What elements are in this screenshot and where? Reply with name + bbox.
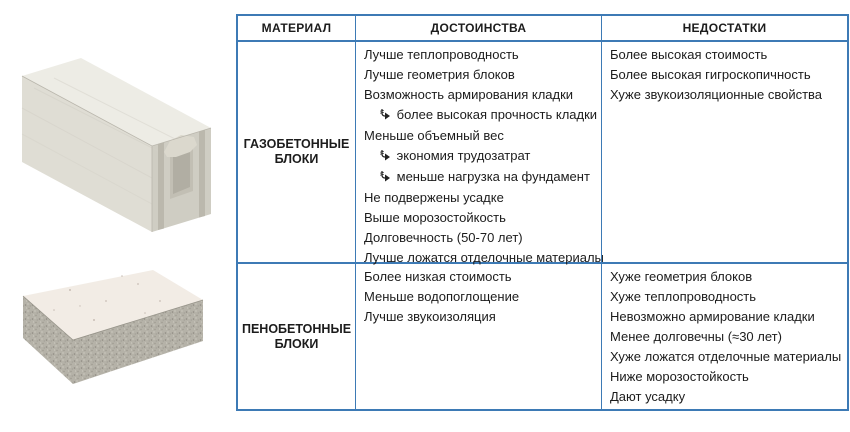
sub-arrow-icon	[379, 168, 391, 188]
list-item: Лучше звукоизоляция	[364, 309, 496, 324]
list-item: Меньше объемный вес	[364, 128, 504, 143]
list-item: Выше морозостойкость	[364, 210, 506, 225]
gas-block-image	[4, 56, 228, 234]
list-item: Хуже звукоизоляционные свойства	[610, 87, 823, 102]
list-item: Ниже морозостойкость	[610, 369, 749, 384]
list-item: Более низкая стоимость	[364, 269, 512, 284]
list-item: Менее долговечны (≈30 лет)	[610, 329, 782, 344]
list-item: меньше нагрузка на фундамент	[364, 167, 597, 188]
material-label: ГАЗОБЕТОННЫЕ БЛОКИ	[243, 137, 350, 166]
disadvantages-cell-foam-blocks	[601, 264, 847, 409]
material-cell-foam-blocks	[238, 264, 355, 409]
list-item: Меньше водопоглощение	[364, 289, 520, 304]
advantages-cell-gas-blocks	[355, 42, 604, 265]
list-item: Лучше теплопроводность	[364, 47, 519, 62]
list-item: Лучше ложатся отделочные материалы	[364, 250, 604, 265]
header-cell-material	[238, 16, 355, 42]
advantages-list	[356, 264, 601, 327]
advantages-list	[356, 42, 604, 268]
disadvantages-list	[602, 42, 847, 105]
header-cell-advantages	[355, 16, 601, 42]
list-item: Не подвержены усадке	[364, 190, 504, 205]
list-item: Возможность армирования кладки	[364, 87, 574, 102]
list-item: Более высокая гигроскопичность	[610, 67, 811, 82]
material-cell-gas-blocks	[238, 42, 355, 264]
list-item: Хуже теплопроводность	[610, 289, 757, 304]
header-cell-disadvantages	[601, 16, 847, 42]
gas-block-groove	[158, 143, 164, 231]
list-item: экономия трудозатрат	[364, 146, 597, 167]
gas-block-groove	[199, 130, 205, 218]
material-label: ПЕНОБЕТОННЫЕ БЛОКИ	[241, 321, 352, 351]
sub-arrow-icon	[379, 147, 391, 167]
disadvantages-list	[602, 264, 847, 407]
disadvantages-cell-gas-blocks	[601, 42, 847, 264]
foam-block-image	[10, 268, 210, 413]
list-item: Лучше геометрия блоков	[364, 67, 515, 82]
list-item: Хуже геометрия блоков	[610, 269, 753, 284]
list-item: Невозможно армирование кладки	[610, 309, 815, 324]
comparison-table	[236, 14, 849, 411]
header-label-advantages: ДОСТОИНСТВА	[430, 21, 527, 35]
list-item: Дают усадку	[610, 389, 686, 404]
advantages-cell-foam-blocks	[355, 264, 601, 409]
list-item: Хуже ложатся отделочные материалы	[610, 349, 842, 364]
list-item: Более высокая стоимость	[610, 47, 768, 62]
list-item: более высокая прочность кладки	[364, 105, 597, 126]
list-item: Долговечность (50-70 лет)	[364, 230, 523, 245]
header-label-material: МАТЕРИАЛ	[261, 21, 332, 35]
header-label-disadvantages: НЕДОСТАТКИ	[682, 21, 767, 35]
sub-arrow-icon	[379, 106, 391, 126]
